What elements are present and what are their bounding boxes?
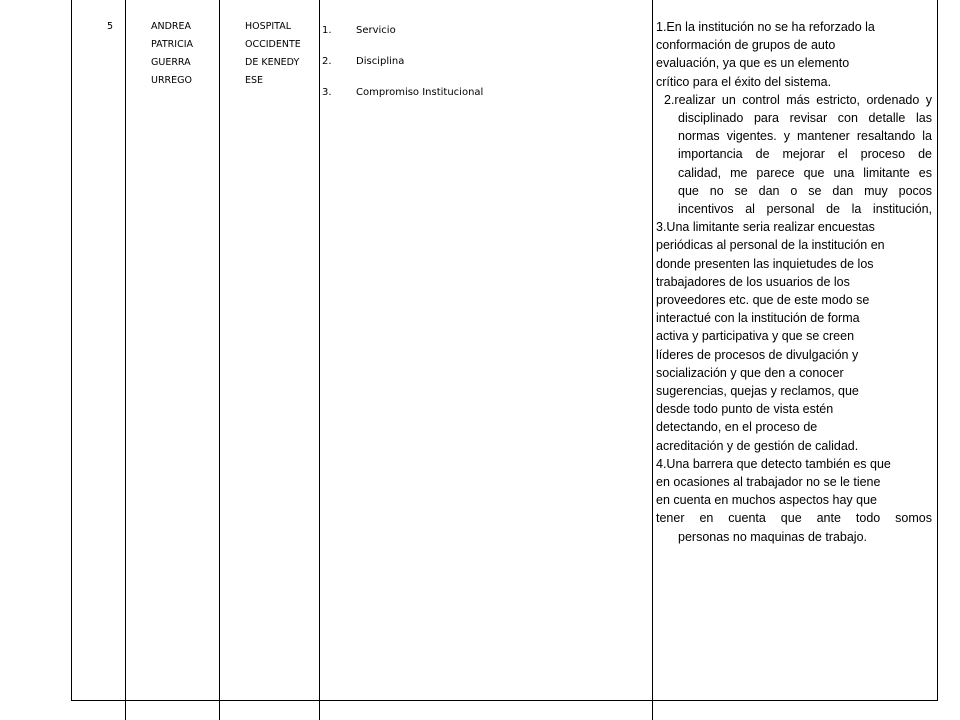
- list-item: 2. Disciplina: [322, 56, 405, 67]
- institution-name: HOSPITAL OCCIDENTE DE KENEDY ESE: [245, 21, 301, 86]
- person-name: ANDREA PATRICIA GUERRA URREGO: [151, 21, 194, 86]
- list-item: 3. Compromiso Institucional: [322, 87, 484, 98]
- column-divider: [219, 0, 220, 720]
- observations-text: 1.En la institución no se ha reforzado la conformación de grupos de auto evaluación, ya que es un elemento crítico para el éxito del sistema. 2.realizar un control más estricto, ordenado y disciplinado para revisar con detalle las normas vigentes. y mantener resaltando la importancia de mejorar el proceso de calidad, me parece que una limitante es que no se dan o se dan muy pocos incentivos al personal de la institución, 3.Una limitante seria realizar encuestas periódicas al personal de la institución en donde presenten las inquietudes de los trabajadores de los usuarios de los proveedores etc. que de este modo se interactué con la institución de forma activa y participativa y que se creen líderes de procesos de divulgación y socialización y que den a conocer sugerencias, quejas y reclamos, que desde todo punto de vista estén detectando, en el proceso de acreditación y de gestión de calidad. 4.Una barrera que detecto también es que en ocasiones al trabajador no se le tiene en cuenta en muchos aspectos hay que tener en cuenta que ante todo somos personas no maquinas de trabajo.: [656, 20, 932, 544]
- column-divider: [652, 0, 653, 720]
- column-divider: [319, 0, 320, 720]
- column-divider: [125, 0, 126, 720]
- row-number: 5: [106, 21, 114, 32]
- list-item: 1. Servicio: [322, 25, 396, 36]
- values-list: [322, 22, 642, 106]
